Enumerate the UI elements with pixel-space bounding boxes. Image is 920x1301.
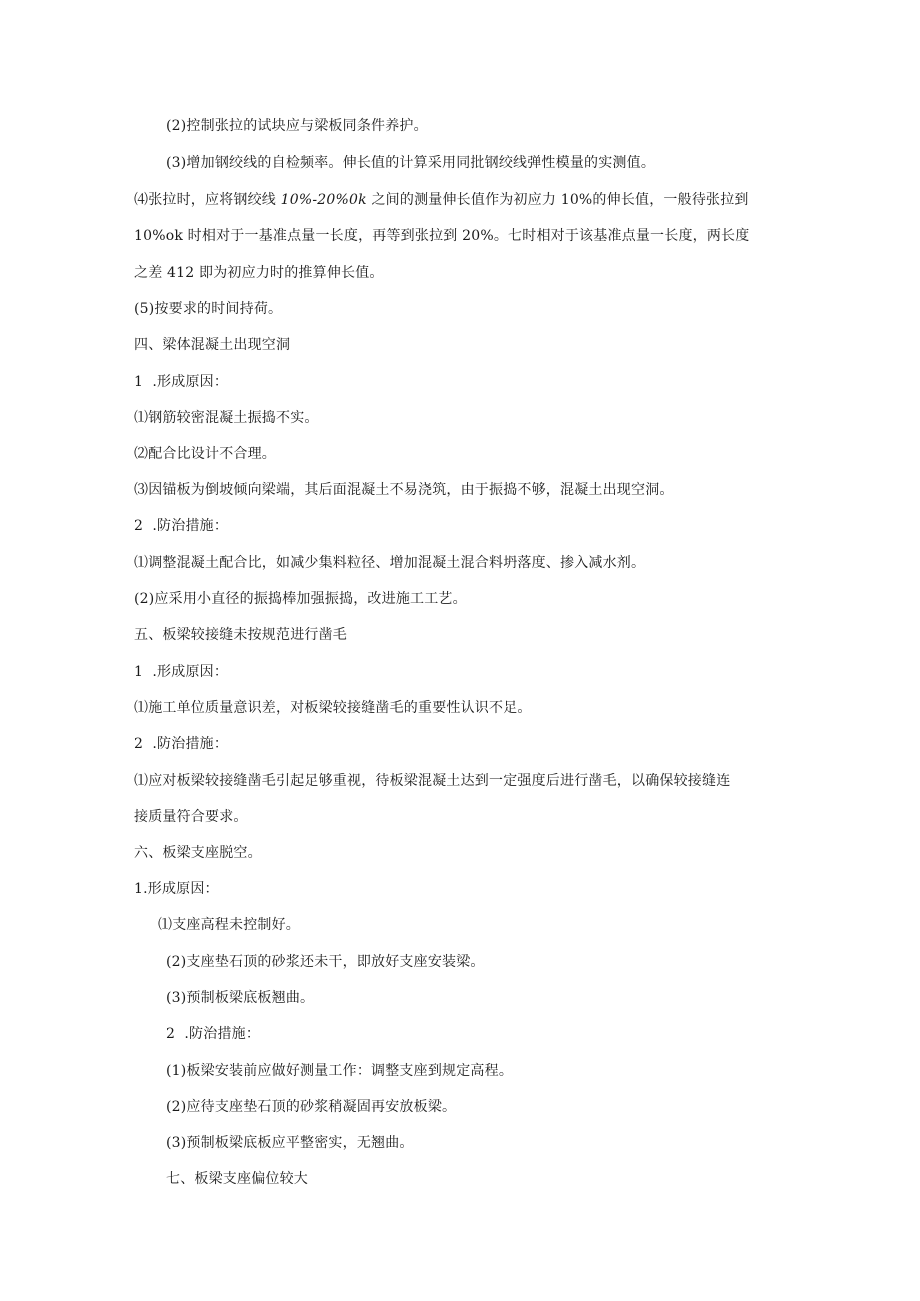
subheading: 2 .防治措施： [134, 518, 229, 534]
text-line: (2)支座垫石顶的砂浆还未干，即放好支座安装梁。 [166, 954, 485, 970]
subheading: 1 .形成原因： [134, 374, 229, 390]
section-heading: 六、板梁支座脱空。 [134, 845, 262, 861]
subheading: 2 .防治措施： [134, 736, 229, 752]
text-line: (3)预制板梁底板应平整密实，无翘曲。 [166, 1135, 414, 1151]
subheading: 1 .形成原因： [134, 664, 229, 680]
subheading: 2 .防治措施： [166, 1026, 261, 1042]
text-line: 之差 412 即为初应力时的推算伸长值。 [134, 265, 384, 281]
text-line: (3)预制板梁底板翘曲。 [166, 990, 315, 1006]
text-line: ⑴钢筋较密混凝土振捣不实。 [134, 410, 319, 426]
text-line: (2)应待支座垫石顶的砂浆稍凝固再安放板梁。 [166, 1099, 457, 1115]
text-line: ⑴调整混凝土配合比，如减少集料粒径、增加混凝土混合料坍落度、掺入减水剂。 [134, 555, 646, 571]
text-line: (1)板梁安装前应做好测量工作：调整支座到规定高程。 [166, 1063, 514, 1079]
text-segment: 之间的测量伸长值作为初应力 10%的伸长值，一般待张拉到 [371, 192, 749, 208]
text-line: (5)按要求的时间持荷。 [134, 301, 283, 317]
text-segment: ⑷张拉时，应将钢绞线 [134, 192, 276, 208]
text-line: ⑴应对板梁较接缝凿毛引起足够重视，待板梁混凝土达到一定强度后进行凿毛，以确保较接缝连 [134, 773, 731, 789]
text-line: (2)控制张拉的试块应与梁板同条件养护。 [166, 118, 428, 134]
text-line: ⑴施工单位质量意识差，对板梁较接缝凿毛的重要性认识不足。 [134, 700, 532, 716]
text-line: 10%ok 时相对于一基准点量一长度，再等到张拉到 20%。七时相对于该基准点量一长度，两长度 [134, 228, 750, 244]
section-heading: 七、板梁支座偏位较大 [166, 1171, 308, 1187]
section-heading: 四、梁体混凝土出现空洞 [134, 337, 291, 353]
text-line: ⑴支座高程未控制好。 [158, 917, 300, 933]
section-heading: 五、板梁较接缝未按规范进行凿毛 [134, 627, 347, 643]
text-line: ⑶因锚板为倒坡倾向梁端，其后面混凝土不易浇筑，由于振捣不够，混凝土出现空洞。 [134, 482, 674, 498]
text-line: (3)增加钢绞线的自检频率。伸长值的计算采用同批钢绞线弹性模量的实测值。 [166, 155, 656, 171]
formula-text: 10%-20%0k [280, 192, 367, 208]
text-line: (2)应采用小直径的振捣棒加强振捣，改进施工工艺。 [134, 591, 467, 607]
text-line-with-formula [134, 190, 749, 210]
subheading: 1.形成原因： [134, 881, 219, 897]
text-line: 接质量符合要求。 [134, 809, 248, 825]
text-line: ⑵配合比设计不合理。 [134, 446, 276, 462]
